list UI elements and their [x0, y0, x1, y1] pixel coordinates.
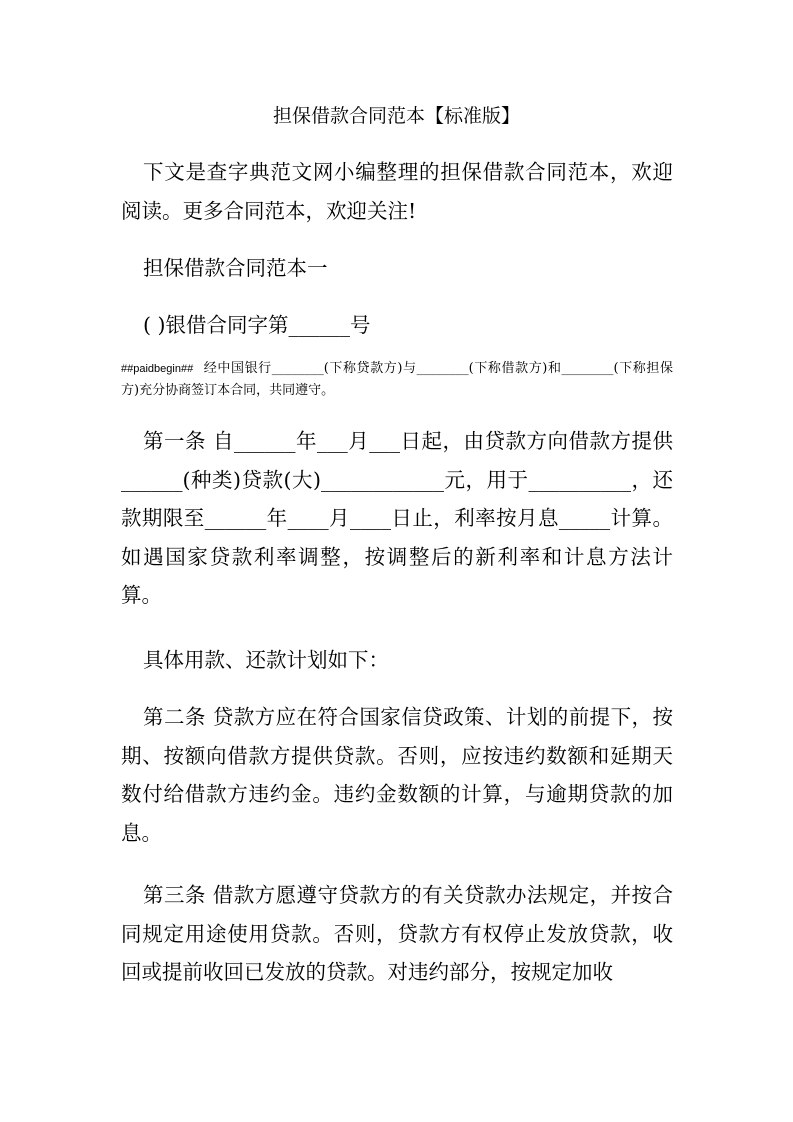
document-title: 担保借款合同范本【标准版】: [272, 105, 520, 127]
plan-line: 具体用款、还款计划如下：: [143, 648, 389, 672]
article-2-paragraph: 第二条 贷款方应在符合国家信贷政策、计划的前提下，按期、按额向借款方提供贷款。否则，应按违约数额和延期天数付给借款方违约金。违约金数额的计算，与逾期贷款的加息。: [121, 705, 673, 845]
intro-paragraph: 下文是查字典范文网小编整理的担保借款合同范本，欢迎阅读。更多合同范本，欢迎关注!: [121, 160, 673, 223]
contract-number-line: ( )银借合同字第______号: [143, 313, 371, 337]
paid-marker: ##paidbegin##: [121, 363, 194, 375]
article-1-paragraph: 第一条 自______年___月___日起，由贷款方向借款方提供______(种类)贷款(大)____________元，用于__________，还款期限至______年____月____日止，利率按月息_____计算。如遇国家贷款利率调整，按调整后的新利率和计息方法计算。: [121, 429, 673, 607]
preamble-paragraph: [121, 358, 673, 402]
preamble-text: 经中国银行________(下称贷款方)与________(下称借款方)和________(下称担保方)充分协商签订本合同，共同遵守。: [121, 361, 673, 398]
article-3-paragraph: 第三条 借款方愿遵守贷款方的有关贷款办法规定，并按合同规定用途使用贷款。否则，贷款方有权停止发放贷款，收回或提前收回已发放的贷款。对违约部分，按规定加收: [121, 883, 673, 984]
section-heading: 担保借款合同范本一: [143, 256, 328, 280]
